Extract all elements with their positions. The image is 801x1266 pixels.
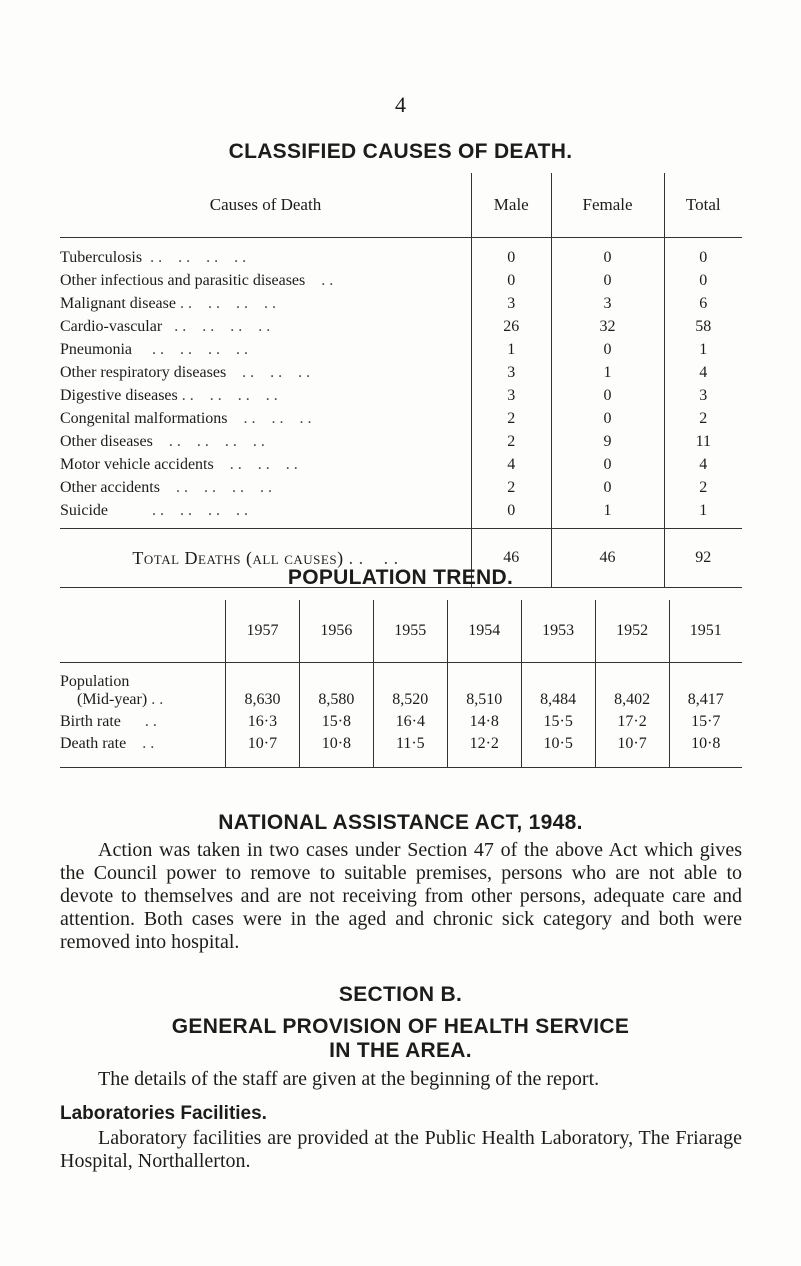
cause-name: Suicide . . . . . . . . — [60, 499, 472, 529]
causes-of-death-table — [60, 173, 742, 588]
section-b-subtitle-2: IN THE AREA. — [329, 1039, 472, 1062]
total-deaths-label: Total Deaths (all causes) . . . . — [60, 529, 472, 588]
female-count: 1 — [551, 361, 664, 384]
male-count: 1 — [472, 338, 552, 361]
death-rate-value: 10·7 — [226, 731, 300, 768]
birth-rate-value: 17·2 — [595, 709, 669, 731]
laboratories-body: Laboratory facilities are provided at the Public Health Laboratory, The Friarage Hospital, Northallerton. — [60, 1127, 742, 1172]
total-count: 11 — [664, 430, 742, 453]
male-count: 3 — [472, 361, 552, 384]
table-row — [60, 430, 742, 453]
header-cause: Causes of Death — [60, 173, 472, 238]
birth-rate-value: 15·5 — [521, 709, 595, 731]
female-count: 0 — [551, 407, 664, 430]
male-count: 3 — [472, 292, 552, 315]
population-value: 8,510 — [447, 663, 521, 710]
total-count: 2 — [664, 407, 742, 430]
total-count: 1 — [664, 499, 742, 529]
population-value: 8,417 — [669, 663, 742, 710]
section-b-body: The details of the staff are given at the beginning of the report. — [98, 1068, 600, 1090]
cause-name: Motor vehicle accidents . . . . . . — [60, 455, 298, 473]
table-row — [60, 476, 742, 499]
total-count: 58 — [664, 315, 742, 338]
total-male: 46 — [472, 529, 552, 588]
male-count: 0 — [472, 499, 552, 529]
header-total: Total — [664, 173, 742, 238]
birth-rate-value: 16·3 — [226, 709, 300, 731]
male-count: 2 — [472, 430, 552, 453]
cause-name: Malignant disease . . . . . . . . — [60, 294, 276, 312]
table-row — [60, 407, 742, 430]
table-row — [60, 238, 742, 270]
table-row — [60, 663, 742, 710]
table-row — [60, 384, 742, 407]
female-count: 0 — [551, 384, 664, 407]
header-blank — [60, 600, 226, 663]
population-trend-table — [60, 600, 742, 768]
birth-rate-value: 15·7 — [669, 709, 742, 731]
cause-name: Cardio-vascular . . . . . . . . — [60, 317, 271, 335]
population-value: 8,402 — [595, 663, 669, 710]
total-count: 4 — [664, 453, 742, 476]
row-label-population: Population (Mid-year) . . — [60, 673, 164, 708]
female-count: 0 — [551, 238, 664, 270]
population-value: 8,580 — [299, 663, 373, 710]
death-rate-value: 11·5 — [373, 731, 447, 768]
table-row — [60, 709, 742, 731]
cause-name: Congenital malformations . . . . . . — [60, 409, 312, 427]
female-count: 0 — [551, 453, 664, 476]
section-b-subtitle-1: GENERAL PROVISION OF HEALTH SERVICE — [171, 1015, 630, 1038]
death-rate-value: 12·2 — [447, 731, 521, 768]
header-male: Male — [472, 173, 552, 238]
female-count: 9 — [551, 430, 664, 453]
female-count: 3 — [551, 292, 664, 315]
year-header: 1953 — [521, 600, 595, 663]
death-rate-value: 10·8 — [299, 731, 373, 768]
causes-header-row — [60, 173, 742, 238]
table-row — [60, 315, 742, 338]
row-label-birth-rate: Birth rate . . — [60, 713, 157, 730]
cause-name: Other diseases . . . . . . . . — [60, 432, 265, 450]
death-rate-value: 10·5 — [521, 731, 595, 768]
national-assistance-title: NATIONAL ASSISTANCE ACT, 1948. — [218, 811, 583, 834]
national-assistance-body: Action was taken in two cases under Section 47 of the above Act which gives the Council power to remove to suitable premises, persons who are not able to devote to themselves and are not receiving from other persons, adequate care and attention. Both cases were in the aged and chronic sick category and both were removed into hospital. — [60, 839, 742, 953]
total-count: 2 — [664, 476, 742, 499]
population-value: 8,520 — [373, 663, 447, 710]
header-female: Female — [551, 173, 664, 238]
total-total: 92 — [664, 529, 742, 588]
table-row — [60, 499, 742, 529]
male-count: 3 — [472, 384, 552, 407]
total-count: 0 — [664, 238, 742, 270]
population-value: 8,630 — [226, 663, 300, 710]
year-header: 1957 — [226, 600, 300, 663]
female-count: 0 — [551, 338, 664, 361]
birth-rate-value: 15·8 — [299, 709, 373, 731]
year-header: 1951 — [669, 600, 742, 663]
male-count: 4 — [472, 453, 552, 476]
year-header: 1955 — [373, 600, 447, 663]
total-count: 4 — [664, 361, 742, 384]
table-row — [60, 338, 742, 361]
laboratories-title: Laboratories Facilities. — [60, 1103, 267, 1124]
population-title: POPULATION TREND. — [287, 566, 514, 589]
death-rate-value: 10·7 — [595, 731, 669, 768]
table-row — [60, 269, 742, 292]
female-count: 0 — [551, 269, 664, 292]
male-count: 26 — [472, 315, 552, 338]
cause-name: Pneumonia . . . . . . . . — [60, 340, 248, 358]
male-count: 2 — [472, 476, 552, 499]
population-value: 8,484 — [521, 663, 595, 710]
female-count: 1 — [551, 499, 664, 529]
table-row — [60, 292, 742, 315]
causes-title: CLASSIFIED CAUSES OF DEATH. — [228, 140, 573, 163]
birth-rate-value: 14·8 — [447, 709, 521, 731]
year-header: 1956 — [299, 600, 373, 663]
male-count: 0 — [472, 269, 552, 292]
total-count: 3 — [664, 384, 742, 407]
male-count: 2 — [472, 407, 552, 430]
table-row — [60, 453, 742, 476]
total-female: 46 — [551, 529, 664, 588]
year-header: 1954 — [447, 600, 521, 663]
female-count: 0 — [551, 476, 664, 499]
population-header-row — [60, 600, 742, 663]
cause-name: Other respiratory diseases . . . . . . — [60, 363, 311, 381]
table-row — [60, 361, 742, 384]
year-header: 1952 — [595, 600, 669, 663]
death-rate-value: 10·8 — [669, 731, 742, 768]
total-count: 6 — [664, 292, 742, 315]
total-count: 1 — [664, 338, 742, 361]
page-number: 4 — [395, 92, 406, 117]
cause-name: Other accidents . . . . . . . . — [60, 478, 272, 496]
birth-rate-value: 16·4 — [373, 709, 447, 731]
section-b-title: SECTION B. — [338, 983, 463, 1006]
table-row — [60, 731, 742, 768]
male-count: 0 — [472, 238, 552, 270]
row-label-death-rate: Death rate . . — [60, 731, 226, 768]
female-count: 32 — [551, 315, 664, 338]
total-count: 0 — [664, 269, 742, 292]
cause-name: Tuberculosis . . . . . . . . — [60, 248, 247, 266]
cause-name: Digestive diseases . . . . . . . . — [60, 386, 278, 404]
cause-name: Other infectious and parasitic diseases . . — [60, 271, 334, 289]
